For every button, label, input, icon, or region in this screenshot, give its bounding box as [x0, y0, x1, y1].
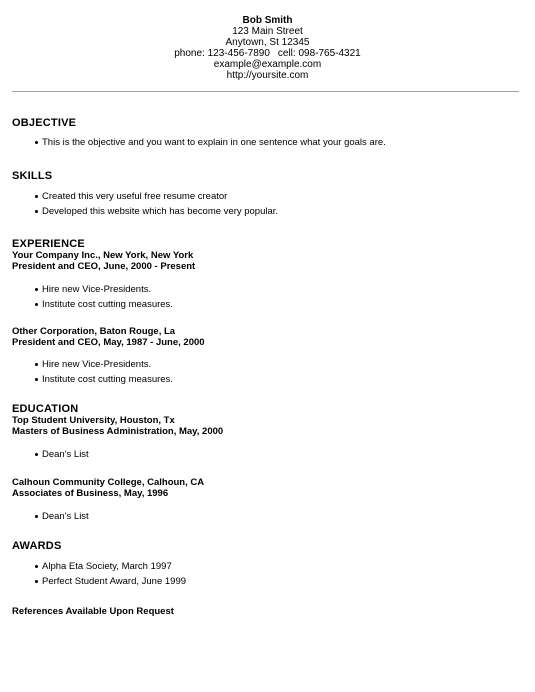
- job-company: Your Company Inc., New York, New York: [12, 250, 194, 261]
- objective-list: [12, 135, 535, 150]
- education-heading: EDUCATION: [12, 403, 79, 415]
- references-note: References Available Upon Request: [12, 606, 174, 617]
- awards-section: [12, 540, 535, 589]
- awards-heading: AWARDS: [12, 540, 62, 552]
- street-address: 123 Main Street: [232, 26, 303, 37]
- experience-job-2: [12, 326, 535, 387]
- city-address: Anytown, St 12345: [225, 37, 310, 48]
- experience-heading: EXPERIENCE: [12, 238, 85, 250]
- objective-section: [12, 117, 535, 150]
- education-school-2: [12, 477, 535, 524]
- education-section: [12, 403, 535, 462]
- list-item: Alpha Eta Society, March 1997: [12, 559, 535, 574]
- phone-line: [0, 48, 535, 59]
- job-company: Other Corporation, Baton Rouge, La: [12, 326, 176, 337]
- list-item: Institute cost cutting measures.: [12, 297, 535, 312]
- website-url: http://yoursite.com: [226, 70, 309, 81]
- list-item: Dean's List: [12, 509, 535, 524]
- school-name: Top Student University, Houston, Tx: [12, 415, 175, 426]
- school-name: Calhoun Community College, Calhoun, CA: [12, 477, 205, 488]
- applicant-name: Bob Smith: [242, 15, 293, 26]
- skills-section: [12, 170, 535, 219]
- degree-name: Masters of Business Administration, May, 2000: [12, 426, 224, 437]
- email-address: example@example.com: [213, 59, 322, 70]
- list-item: Developed this website which has become very popular.: [12, 204, 535, 219]
- job-duties-list: [12, 357, 535, 387]
- list-item: Hire new Vice-Presidents.: [12, 357, 535, 372]
- skills-heading: SKILLS: [12, 170, 53, 182]
- objective-heading: OBJECTIVE: [12, 117, 77, 129]
- awards-list: [12, 559, 535, 589]
- experience-section: [12, 238, 535, 312]
- job-role: President and CEO, May, 1987 - June, 2000: [12, 337, 205, 348]
- job-role: President and CEO, June, 2000 - Present: [12, 261, 196, 272]
- resume-header: [0, 0, 535, 81]
- list-item: Institute cost cutting measures.: [12, 372, 535, 387]
- degree-name: Associates of Business, May, 1996: [12, 488, 169, 499]
- honors-list: [12, 509, 535, 524]
- list-item: Hire new Vice-Presidents.: [12, 282, 535, 297]
- list-item: This is the objective and you want to explain in one sentence what your goals are.: [12, 135, 535, 150]
- honors-list: [12, 447, 535, 462]
- list-item: Perfect Student Award, June 1999: [12, 574, 535, 589]
- cell-number: cell: 098-765-4321: [277, 48, 361, 59]
- skills-list: [12, 189, 535, 219]
- list-item: Dean's List: [12, 447, 535, 462]
- header-divider: [12, 91, 519, 92]
- job-duties-list: [12, 282, 535, 312]
- list-item: Created this very useful free resume creator: [12, 189, 535, 204]
- phone-number: phone: 123-456-7890: [174, 48, 270, 59]
